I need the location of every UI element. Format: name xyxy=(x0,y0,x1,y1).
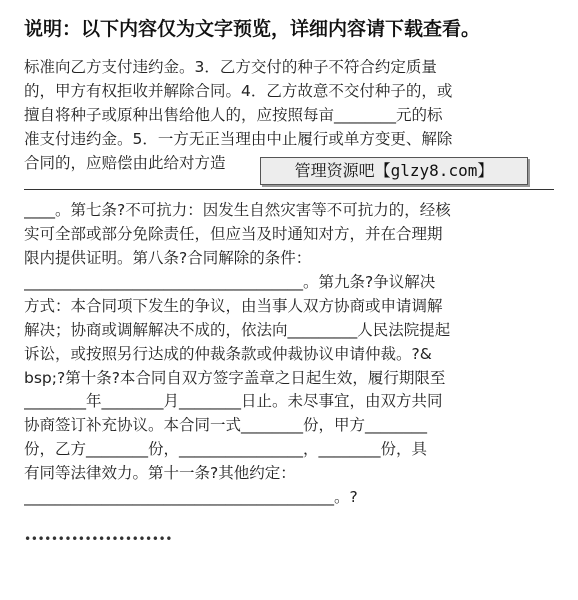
text-line: 份，乙方________份，________________，________份，具 xyxy=(24,440,428,459)
text-line: 标准向乙方支付违约金。3．乙方交付的种子不符合约定质量 xyxy=(24,58,437,76)
text-line: 擅自将种子或原种出售给他人的，应按照每亩________元的标 xyxy=(24,105,443,124)
text-line: ____。第七条?不可抗力：因发生自然灾害等不可抗力的，经核 xyxy=(24,201,451,220)
text-line: 解决；协商或调解解决不成的，依法向_________人民法院提起 xyxy=(24,320,451,339)
text-line: ________年________月________日止。未尽事宜，由双方共同 xyxy=(24,392,443,411)
text-line: ________________________________________。? xyxy=(24,488,358,507)
preview-notice: 说明：以下内容仅为文字预览，详细内容请下载查看。 xyxy=(24,18,481,40)
text-line: 协商签订补充协议。本合同一式________份，甲方________ xyxy=(24,416,428,435)
truncation-dots: •••••••••••••••••••••• xyxy=(24,532,172,546)
text-line: bsp;?第十条?本合同自双方签字盖章之日起生效，履行期限至 xyxy=(24,368,446,387)
text-line: 限内提供证明。第八条?合同解除的条件： xyxy=(24,249,312,268)
document-body xyxy=(24,56,554,510)
text-line: 方式：本合同项下发生的争议，由当事人双方协商或申请调解 xyxy=(24,296,443,315)
text-line: 实可全部或部分免除责任，但应当及时通知对方，并在合理期 xyxy=(24,225,443,244)
text-line: 合同的，应赔偿由此给对方造 xyxy=(24,153,226,172)
text-line: 准支付违约金。5．一方无正当理由中止履行或单方变更、解除 xyxy=(24,129,453,148)
text-line: ____________________________________。第九条?争议解决 xyxy=(24,273,436,292)
text-line: 有同等法律效力。第十一条?其他约定： xyxy=(24,464,296,483)
text-line: 的，甲方有权拒收并解除合同。4．乙方故意不交付种子的，或 xyxy=(24,81,453,100)
text-line: 诉讼，或按照另行达成的仲裁条款或仲裁协议申请仲裁。?& xyxy=(24,344,432,363)
site-watermark-badge: 管理资源吧【glzy8.com】 xyxy=(260,157,528,185)
